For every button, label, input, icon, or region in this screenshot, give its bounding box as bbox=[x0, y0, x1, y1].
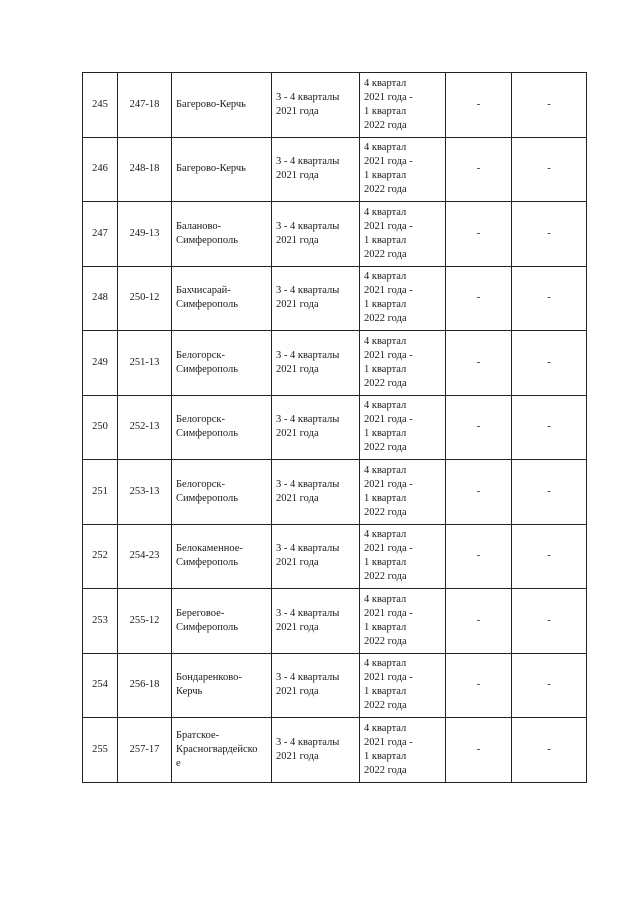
row-number-cell: 250 bbox=[83, 395, 118, 460]
route-code-cell: 248-18 bbox=[118, 137, 172, 202]
route-code-cell: 250-12 bbox=[118, 266, 172, 331]
dash-cell-b: - bbox=[512, 202, 587, 267]
row-number-cell: 248 bbox=[83, 266, 118, 331]
route-code-cell: 257-17 bbox=[118, 718, 172, 783]
route-code-cell: 253-13 bbox=[118, 460, 172, 525]
row-number-cell: 252 bbox=[83, 524, 118, 589]
end-period-cell: 4 квартал 2021 года - 1 квартал 2022 года bbox=[360, 395, 446, 460]
start-period-cell: 3 - 4 кварталы 2021 года bbox=[272, 718, 360, 783]
dash-cell-b: - bbox=[512, 460, 587, 525]
schedule-table bbox=[82, 72, 587, 783]
table-row bbox=[83, 653, 587, 718]
end-period-cell: 4 квартал 2021 года - 1 квартал 2022 года bbox=[360, 202, 446, 267]
table-row bbox=[83, 395, 587, 460]
dash-cell-a: - bbox=[446, 718, 512, 783]
table-row bbox=[83, 524, 587, 589]
start-period-cell: 3 - 4 кварталы 2021 года bbox=[272, 460, 360, 525]
route-name-cell: Береговое- Симферополь bbox=[172, 589, 272, 654]
route-code-cell: 254-23 bbox=[118, 524, 172, 589]
dash-cell-a: - bbox=[446, 653, 512, 718]
route-name-cell: Багерово-Керчь bbox=[172, 73, 272, 138]
table-row bbox=[83, 266, 587, 331]
route-name-cell: Баланово- Симферополь bbox=[172, 202, 272, 267]
dash-cell-b: - bbox=[512, 266, 587, 331]
route-name-cell: Белогорск- Симферополь bbox=[172, 395, 272, 460]
route-name-cell: Братское- Красногвардейско е bbox=[172, 718, 272, 783]
start-period-cell: 3 - 4 кварталы 2021 года bbox=[272, 395, 360, 460]
table-row bbox=[83, 718, 587, 783]
route-code-cell: 247-18 bbox=[118, 73, 172, 138]
dash-cell-b: - bbox=[512, 589, 587, 654]
dash-cell-a: - bbox=[446, 266, 512, 331]
dash-cell-b: - bbox=[512, 524, 587, 589]
route-code-cell: 251-13 bbox=[118, 331, 172, 396]
route-name-cell: Бондаренково- Керчь bbox=[172, 653, 272, 718]
row-number-cell: 247 bbox=[83, 202, 118, 267]
start-period-cell: 3 - 4 кварталы 2021 года bbox=[272, 331, 360, 396]
row-number-cell: 249 bbox=[83, 331, 118, 396]
table-row bbox=[83, 137, 587, 202]
route-name-cell: Белогорск- Симферополь bbox=[172, 460, 272, 525]
row-number-cell: 254 bbox=[83, 653, 118, 718]
row-number-cell: 253 bbox=[83, 589, 118, 654]
dash-cell-b: - bbox=[512, 73, 587, 138]
end-period-cell: 4 квартал 2021 года - 1 квартал 2022 года bbox=[360, 266, 446, 331]
route-code-cell: 256-18 bbox=[118, 653, 172, 718]
dash-cell-b: - bbox=[512, 395, 587, 460]
table-body bbox=[83, 73, 587, 783]
table-row bbox=[83, 460, 587, 525]
route-code-cell: 255-12 bbox=[118, 589, 172, 654]
route-name-cell: Багерово-Керчь bbox=[172, 137, 272, 202]
row-number-cell: 251 bbox=[83, 460, 118, 525]
end-period-cell: 4 квартал 2021 года - 1 квартал 2022 года bbox=[360, 589, 446, 654]
row-number-cell: 246 bbox=[83, 137, 118, 202]
end-period-cell: 4 квартал 2021 года - 1 квартал 2022 года bbox=[360, 137, 446, 202]
row-number-cell: 255 bbox=[83, 718, 118, 783]
start-period-cell: 3 - 4 кварталы 2021 года bbox=[272, 589, 360, 654]
start-period-cell: 3 - 4 кварталы 2021 года bbox=[272, 266, 360, 331]
route-code-cell: 249-13 bbox=[118, 202, 172, 267]
start-period-cell: 3 - 4 кварталы 2021 года bbox=[272, 137, 360, 202]
end-period-cell: 4 квартал 2021 года - 1 квартал 2022 года bbox=[360, 73, 446, 138]
end-period-cell: 4 квартал 2021 года - 1 квартал 2022 года bbox=[360, 718, 446, 783]
route-code-cell: 252-13 bbox=[118, 395, 172, 460]
end-period-cell: 4 квартал 2021 года - 1 квартал 2022 года bbox=[360, 331, 446, 396]
start-period-cell: 3 - 4 кварталы 2021 года bbox=[272, 524, 360, 589]
start-period-cell: 3 - 4 кварталы 2021 года bbox=[272, 202, 360, 267]
dash-cell-a: - bbox=[446, 589, 512, 654]
table-row bbox=[83, 589, 587, 654]
table-row bbox=[83, 331, 587, 396]
dash-cell-b: - bbox=[512, 718, 587, 783]
dash-cell-a: - bbox=[446, 524, 512, 589]
dash-cell-a: - bbox=[446, 137, 512, 202]
dash-cell-b: - bbox=[512, 653, 587, 718]
start-period-cell: 3 - 4 кварталы 2021 года bbox=[272, 653, 360, 718]
dash-cell-a: - bbox=[446, 202, 512, 267]
end-period-cell: 4 квартал 2021 года - 1 квартал 2022 года bbox=[360, 653, 446, 718]
dash-cell-a: - bbox=[446, 331, 512, 396]
dash-cell-b: - bbox=[512, 331, 587, 396]
dash-cell-a: - bbox=[446, 73, 512, 138]
dash-cell-a: - bbox=[446, 395, 512, 460]
end-period-cell: 4 квартал 2021 года - 1 квартал 2022 года bbox=[360, 524, 446, 589]
route-name-cell: Белогорск- Симферополь bbox=[172, 331, 272, 396]
table-row bbox=[83, 73, 587, 138]
route-name-cell: Белокаменное- Симферополь bbox=[172, 524, 272, 589]
end-period-cell: 4 квартал 2021 года - 1 квартал 2022 года bbox=[360, 460, 446, 525]
row-number-cell: 245 bbox=[83, 73, 118, 138]
route-name-cell: Бахчисарай- Симферополь bbox=[172, 266, 272, 331]
dash-cell-a: - bbox=[446, 460, 512, 525]
table-row bbox=[83, 202, 587, 267]
dash-cell-b: - bbox=[512, 137, 587, 202]
start-period-cell: 3 - 4 кварталы 2021 года bbox=[272, 73, 360, 138]
